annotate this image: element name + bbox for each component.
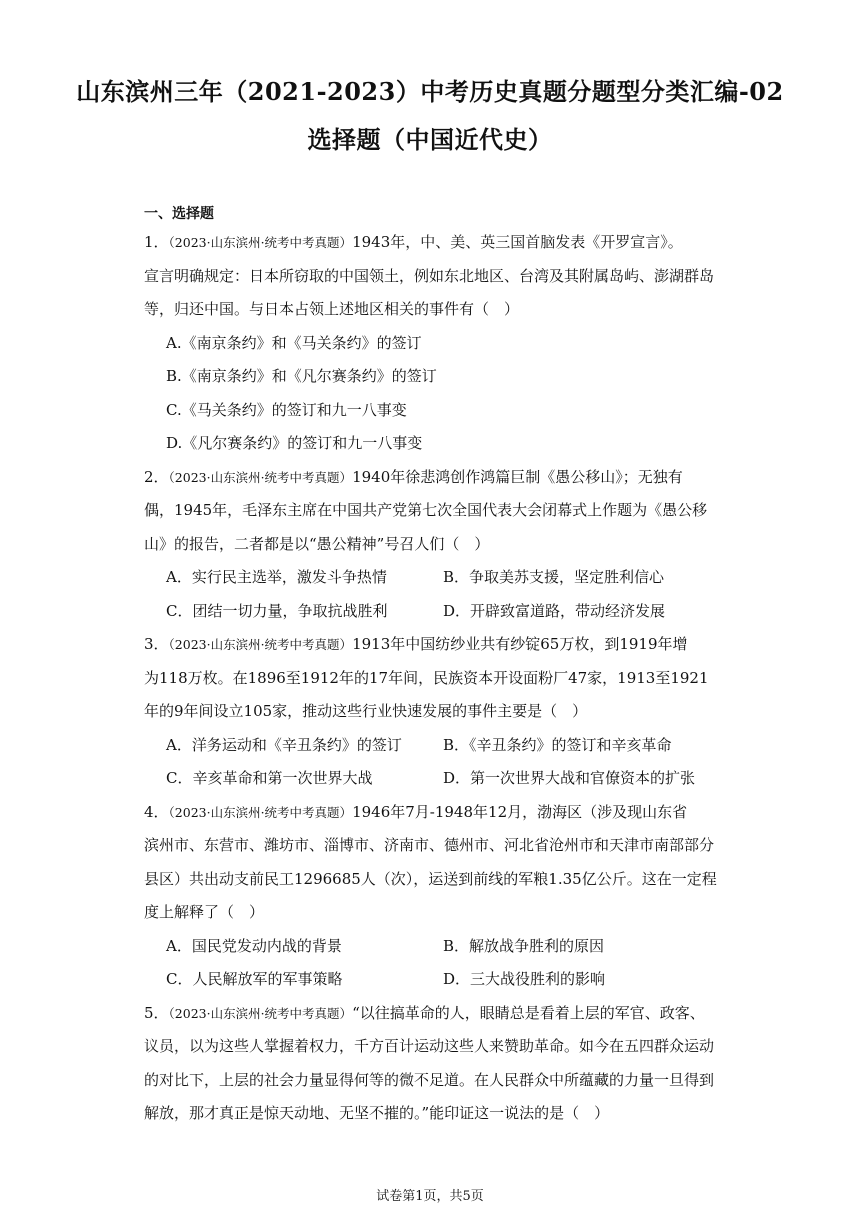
question-source: （2023·山东滨州·统考中考真题） <box>168 804 353 820</box>
answer-option: A．国民党发动内战的背景 <box>166 936 342 955</box>
question-stem-line <box>144 1030 716 1064</box>
answer-option-row <box>144 561 716 595</box>
document-title-line1: 山东滨州三年（2021-2023）中考历史真题分题型分类汇编-02 <box>76 77 784 106</box>
question-text: 的对比下，上层的社会力量显得何等的微不足道。在人民群众中所蕴藏的力量一旦得到 <box>144 1070 715 1089</box>
question-text: 1940年徐悲鸿创作鸿篇巨制《愚公移山》；无独有 <box>352 467 683 486</box>
question-source: （2023·山东滨州·统考中考真题） <box>168 235 353 250</box>
question-stem-line <box>144 863 716 897</box>
question-number: 4． <box>144 802 169 821</box>
answer-option: B．争取美苏支援，坚定胜利信心 <box>443 568 665 586</box>
question-text: 议员，以为这些人掌握着权力，千方百计运动这些人来赞助革命。如今在五四群众运动 <box>144 1037 715 1055</box>
question-item <box>144 997 716 1131</box>
answer-option: D．三大战役胜利的影响 <box>443 970 606 988</box>
question-stem-line <box>144 896 716 930</box>
question-text: 1943年，中、美、英三国首脑发表《开罗宣言》。 <box>352 233 683 251</box>
question-source: （2023·山东滨州·统考中考真题） <box>168 469 353 485</box>
question-stem-line <box>144 293 716 327</box>
question-stem-line <box>144 528 716 562</box>
page-footer: 试卷第1页，共5页 <box>376 1189 484 1204</box>
answer-option-row <box>144 930 716 964</box>
question-stem-line <box>144 628 716 662</box>
document-title-line2: 选择题（中国近代史） <box>307 125 553 154</box>
answer-option: C．辛亥革命和第一次世界大战 <box>166 769 373 787</box>
question-number: 1． <box>144 233 169 251</box>
question-stem-line <box>144 796 716 830</box>
question-text: 年的9年间设立105家，推动这些行业快速发展的事件主要是（ ） <box>144 702 588 720</box>
question-stem-line <box>144 829 716 863</box>
question-text: 宣言明确规定：日本所窃取的中国领土，例如东北地区、台湾及其附属岛屿、澎湖群岛 <box>144 266 715 285</box>
answer-option-row <box>144 729 716 763</box>
question-text: 1913年中国纺纱业共有纱锭65万枚，到1919年增 <box>352 635 688 653</box>
answer-option: C．团结一切力量，争取抗战胜利 <box>166 601 388 620</box>
section-heading: 一、选择题 <box>144 206 214 222</box>
question-number: 5． <box>144 1003 169 1022</box>
answer-option-row <box>144 762 716 796</box>
question-stem-line <box>144 494 716 528</box>
question-source: （2023·山东滨州·统考中考真题） <box>168 1005 353 1021</box>
question-item <box>144 226 716 461</box>
question-stem-line <box>144 260 716 294</box>
question-item <box>144 461 716 629</box>
question-text: “以往搞革命的人，眼睛总是看着上层的军官、政客、 <box>352 1003 705 1022</box>
question-text: 度上解释了（ ） <box>144 903 265 921</box>
question-stem-line <box>144 662 716 696</box>
question-item <box>144 628 716 796</box>
answer-option: B．《辛丑条约》的签订和辛亥革命 <box>443 735 672 754</box>
question-text: 县区）共出动支前民工1296685人（次），运送到前线的军粮1.35亿公斤。这在一定程 <box>144 869 717 888</box>
answer-option: D.《凡尔赛条约》的签订和九一八事变 <box>166 434 423 452</box>
answer-option: B.《南京条约》和《凡尔赛条约》的签订 <box>166 367 437 385</box>
question-text: 偶，1945年，毛泽东主席在中国共产党第七次全国代表大会闭幕式上作题为《愚公移 <box>144 501 708 519</box>
question-stem-line <box>144 226 716 260</box>
question-stem-line <box>144 1064 716 1098</box>
question-stem-line <box>144 997 716 1031</box>
question-text: 1946年7月-1948年12月，渤海区（涉及现山东省 <box>352 802 688 821</box>
question-list <box>144 226 716 1131</box>
question-text: 等，归还中国。与日本占领上述地区相关的事件有（ ） <box>144 300 520 318</box>
answer-option: B．解放战争胜利的原因 <box>443 936 605 955</box>
answer-option-row <box>144 963 716 997</box>
answer-option: C.《马关条约》的签订和九一八事变 <box>166 400 407 419</box>
answer-option: A.《南京条约》和《马关条约》的签订 <box>166 333 422 352</box>
question-item <box>144 796 716 997</box>
question-number: 2． <box>144 467 169 486</box>
question-stem-line <box>144 695 716 729</box>
question-number: 3． <box>144 635 169 653</box>
answer-option: D．第一次世界大战和官僚资本的扩张 <box>443 769 696 787</box>
question-text: 解放，那才真正是惊天动地、无坚不摧的。”能印证这一说法的是（ ） <box>144 1104 610 1122</box>
question-stem-line <box>144 461 716 495</box>
question-text: 为118万枚。在1896至1912年的17年间，民族资本开设面粉厂47家，1913至1921 <box>144 668 709 687</box>
answer-option: A．洋务运动和《辛丑条约》的签订 <box>166 735 402 754</box>
question-text: 山》的报告，二者都是以“愚公精神”号召人们（ ） <box>144 534 490 553</box>
question-text: 滨州市、东营市、潍坊市、淄博市、济南市、德州市、河北省沧州市和天津市南部部分 <box>144 836 715 854</box>
question-stem-line <box>144 1097 716 1131</box>
answer-option-row <box>144 595 716 629</box>
answer-option: A．实行民主选举，激发斗争热情 <box>166 568 387 586</box>
answer-option: C．人民解放军的军事策略 <box>166 970 343 988</box>
question-source: （2023·山东滨州·统考中考真题） <box>168 637 353 652</box>
answer-option: D．开辟致富道路，带动经济发展 <box>443 601 666 620</box>
